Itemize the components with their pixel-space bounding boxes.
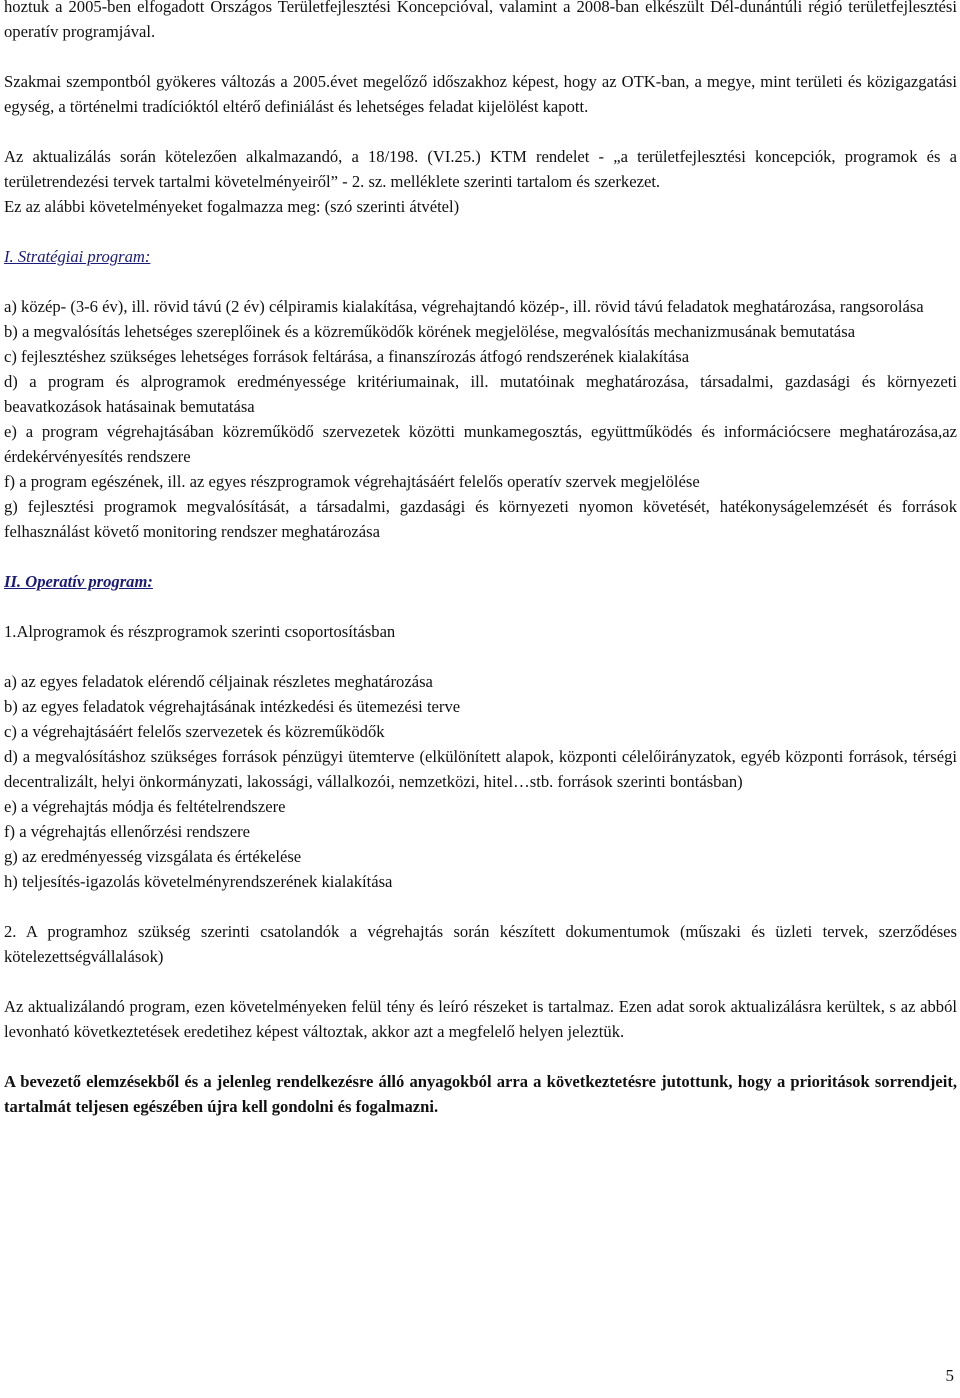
requirements-intro: Ez az alábbi követelményeket fogalmazza meg: (szó szerinti átvétel): [4, 197, 460, 216]
operative-item-d: d) a megvalósításhoz szükséges források pénzügyi ütemterve (elkülönített alapok, központi célelőirányzatok, egyéb központi források, térségi decentralizált, helyi önkormányzati, lakossági, vállalkozói, nemzetközi, hitel…stb. források szerinti bontásban): [4, 747, 957, 791]
intro-tail-paragraph: hoztuk a 2005-ben elfogadott Országos Területfejlesztési Koncepcióval, valamint a 2008-ban elkészült Dél-dunántúli régió területfejlesztési operatív programjával.: [4, 0, 957, 41]
strategic-heading: I. Stratégiai program:: [4, 247, 151, 266]
operative-subsection-2: 2. A programhoz szükség szerinti csatolandók a végrehajtás során készített dokumentumok (műszaki és üzleti tervek, szerződéses kötelezettségvállalások): [4, 922, 957, 966]
conclusion-paragraph: A bevezető elemzésekből és a jelenleg rendelkezésre álló anyagokból arra a következtetésre jutottunk, hogy a prioritások sorrendjeit, tartalmát teljesen egészében újra kell gondolni és fogalmazni.: [4, 1072, 957, 1116]
operative-item-c: c) a végrehajtásáért felelős szervezetek és közreműködők: [4, 722, 385, 741]
strategic-item-a: a) közép- (3-6 év), ill. rövid távú (2 év) célpiramis kialakítása, végrehajtandó közép-, ill. rövid távú feladatok meghatározása, rangsorolása: [4, 297, 924, 316]
operative-subsection-1-title: 1.Alprogramok és részprogramok szerinti csoportosításban: [4, 622, 396, 641]
page-number: 5: [945, 1366, 954, 1385]
strategic-item-d: d) a program és alprogramok eredményessége kritériumainak, ill. mutatóinak meghatározása, társadalmi, gazdasági és környezeti beavatkozások hatásainak bemutatása: [4, 372, 957, 416]
operative-item-b: b) az egyes feladatok végrehajtásának intézkedési és ütemezési terve: [4, 697, 461, 716]
update-note-paragraph: Az aktualizálandó program, ezen követelményeken felül tény és leíró részeket is tartalmaz. Ezen adat sorok aktualizálásra kerültek, s az abból levonható következtetések eredetihez képest változtak, akkor azt a megfelelő helyen jeleztük.: [4, 997, 957, 1041]
regulation-paragraph: Az aktualizálás során kötelezően alkalmazandó, a 18/198. (VI.25.) KTM rendelet - „a területfejlesztési koncepciók, programok és a területrendezési tervek tartalmi követelményeiről” - 2. sz. melléklete szerinti tartalom és szerkezet.: [4, 147, 957, 191]
operative-item-a: a) az egyes feladatok elérendő céljainak részletes meghatározása: [4, 672, 433, 691]
strategic-item-b: b) a megvalósítás lehetséges szereplőinek és a közreműködők körének megjelölése, megvalósítás mechanizmusának bemutatása: [4, 322, 856, 341]
strategic-item-c: c) fejlesztéshez szükséges lehetséges források feltárása, a finanszírozás átfogó rendszerének kialakítása: [4, 347, 690, 366]
strategic-item-f: f) a program egészének, ill. az egyes részprogramok végrehajtásáért felelős operatív szervek megjelölése: [4, 472, 700, 491]
operative-heading: II. Operatív program:: [4, 572, 153, 591]
strategic-item-e: e) a program végrehajtásában közreműködő szervezetek közötti munkamegosztás, együttműködés és információcsere meghatározása,az érdekérvényesítés rendszere: [4, 422, 957, 466]
operative-list: [4, 669, 957, 894]
document-body: [4, 0, 957, 1119]
operative-item-f: f) a végrehajtás ellenőrzési rendszere: [4, 822, 250, 841]
operative-item-h: h) teljesítés-igazolás követelményrendszerének kialakítása: [4, 872, 393, 891]
strategic-item-g: g) fejlesztési programok megvalósítását, a társadalmi, gazdasági és környezeti nyomon követését, hatékonyságelemzését és források felhasználást követő monitoring rendszer meghatározása: [4, 497, 957, 541]
operative-item-g: g) az eredményesség vizsgálata és értékelése: [4, 847, 302, 866]
strategic-list: [4, 294, 957, 544]
operative-item-e: e) a végrehajtás módja és feltételrendszere: [4, 797, 286, 816]
change-paragraph: Szakmai szempontból gyökeres változás a 2005.évet megelőző időszakhoz képest, hogy az OTK-ban, a megye, mint területi és közigazgatási egység, a történelmi tradícióktól eltérő definiálást és lehetséges feladat kijelölést kapott.: [4, 72, 957, 116]
